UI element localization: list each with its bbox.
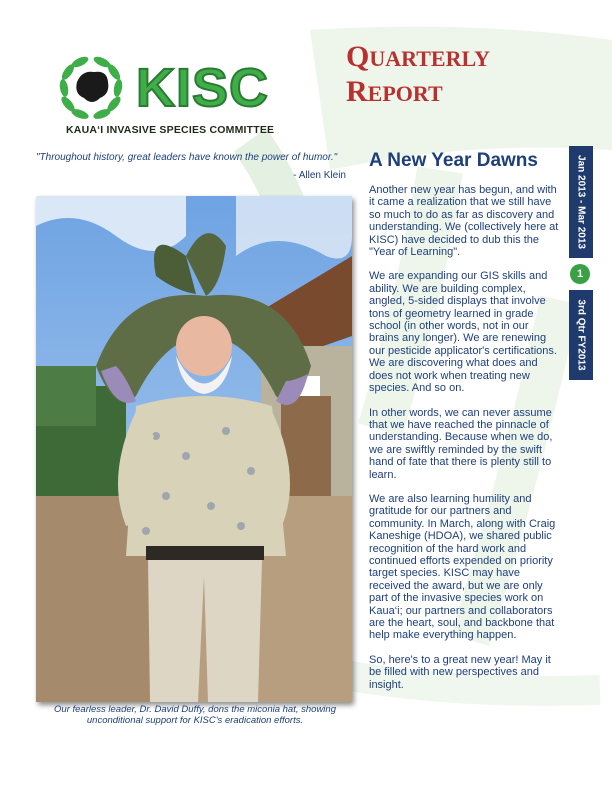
- kisc-logo: [52, 52, 312, 142]
- date-range-tab: [569, 146, 593, 258]
- feature-photo: [36, 196, 352, 702]
- title-initial-r: R: [346, 75, 368, 108]
- quote-author: - Allen Klein: [293, 170, 346, 181]
- article-paragraph: We are also learning humility and gratitude for our partners and community. In March, along with Craig Kaneshige (HDOA), we shared public recognition of the hard work and continued efforts expended on priority target species. KISC may have received the award, but we are only part of the invasive species work on Kaua‘i; our partners and collaborators are the heart, soul, and backbone that help make everything happen.: [369, 492, 556, 642]
- article-paragraph: In other words, we can never assume that we have reached the pinnacle of understanding. Because when we do, we are swiftly reminded by the swift hand of fate that there is plenty still to learn.: [369, 406, 553, 481]
- report-title-line2: [346, 77, 490, 112]
- date-range-label: Jan 2013 - Mar 2013: [575, 155, 587, 249]
- wreath-icon: [52, 52, 130, 124]
- title-rest-2: EPORT: [367, 81, 443, 106]
- report-title-line1: [346, 42, 490, 77]
- article-headline: A New Year Dawns: [369, 150, 538, 171]
- article-paragraph: We are expanding our GIS skills and ability. We are building complex, angled, 5-sided displays that involve tons of geometry learned in grade school (in other words, not in our brains any longer). We are renewing our pesticide applicator's certifications. We are discovering what does and does not work when treating new species. And so on.: [369, 270, 557, 395]
- logo-subtitle: KAUA‘I INVASIVE SPECIES COMMITTEE: [66, 124, 275, 136]
- article-paragraph: So, here's to a great new year! May it be filled with new perspectives and insight.: [369, 653, 551, 691]
- article-paragraph: Another new year has begun, and with it came a realization that we still have so much to do as far as discovery and understanding. We (collectively here at KISC) have decided to dub this the "Year of Learning".: [369, 184, 559, 259]
- title-initial-q: Q: [346, 40, 370, 73]
- fiscal-quarter-label: 3rd Qtr FY2013: [575, 299, 587, 371]
- photo-illustration: [36, 196, 352, 702]
- fiscal-quarter-tab: [569, 290, 593, 380]
- photo-caption: Our fearless leader, Dr. David Duffy, dons the miconia hat, showing unconditional support for KISC's eradication efforts.: [54, 704, 336, 726]
- article: [369, 150, 559, 703]
- quote-text: "Throughout history, great leaders have known the power of humor.": [36, 152, 338, 163]
- logo-wordmark: KISC: [136, 58, 270, 118]
- title-rest-1: UARTERLY: [369, 46, 491, 71]
- report-title: [346, 42, 490, 112]
- page-number-badge: 1: [570, 264, 590, 284]
